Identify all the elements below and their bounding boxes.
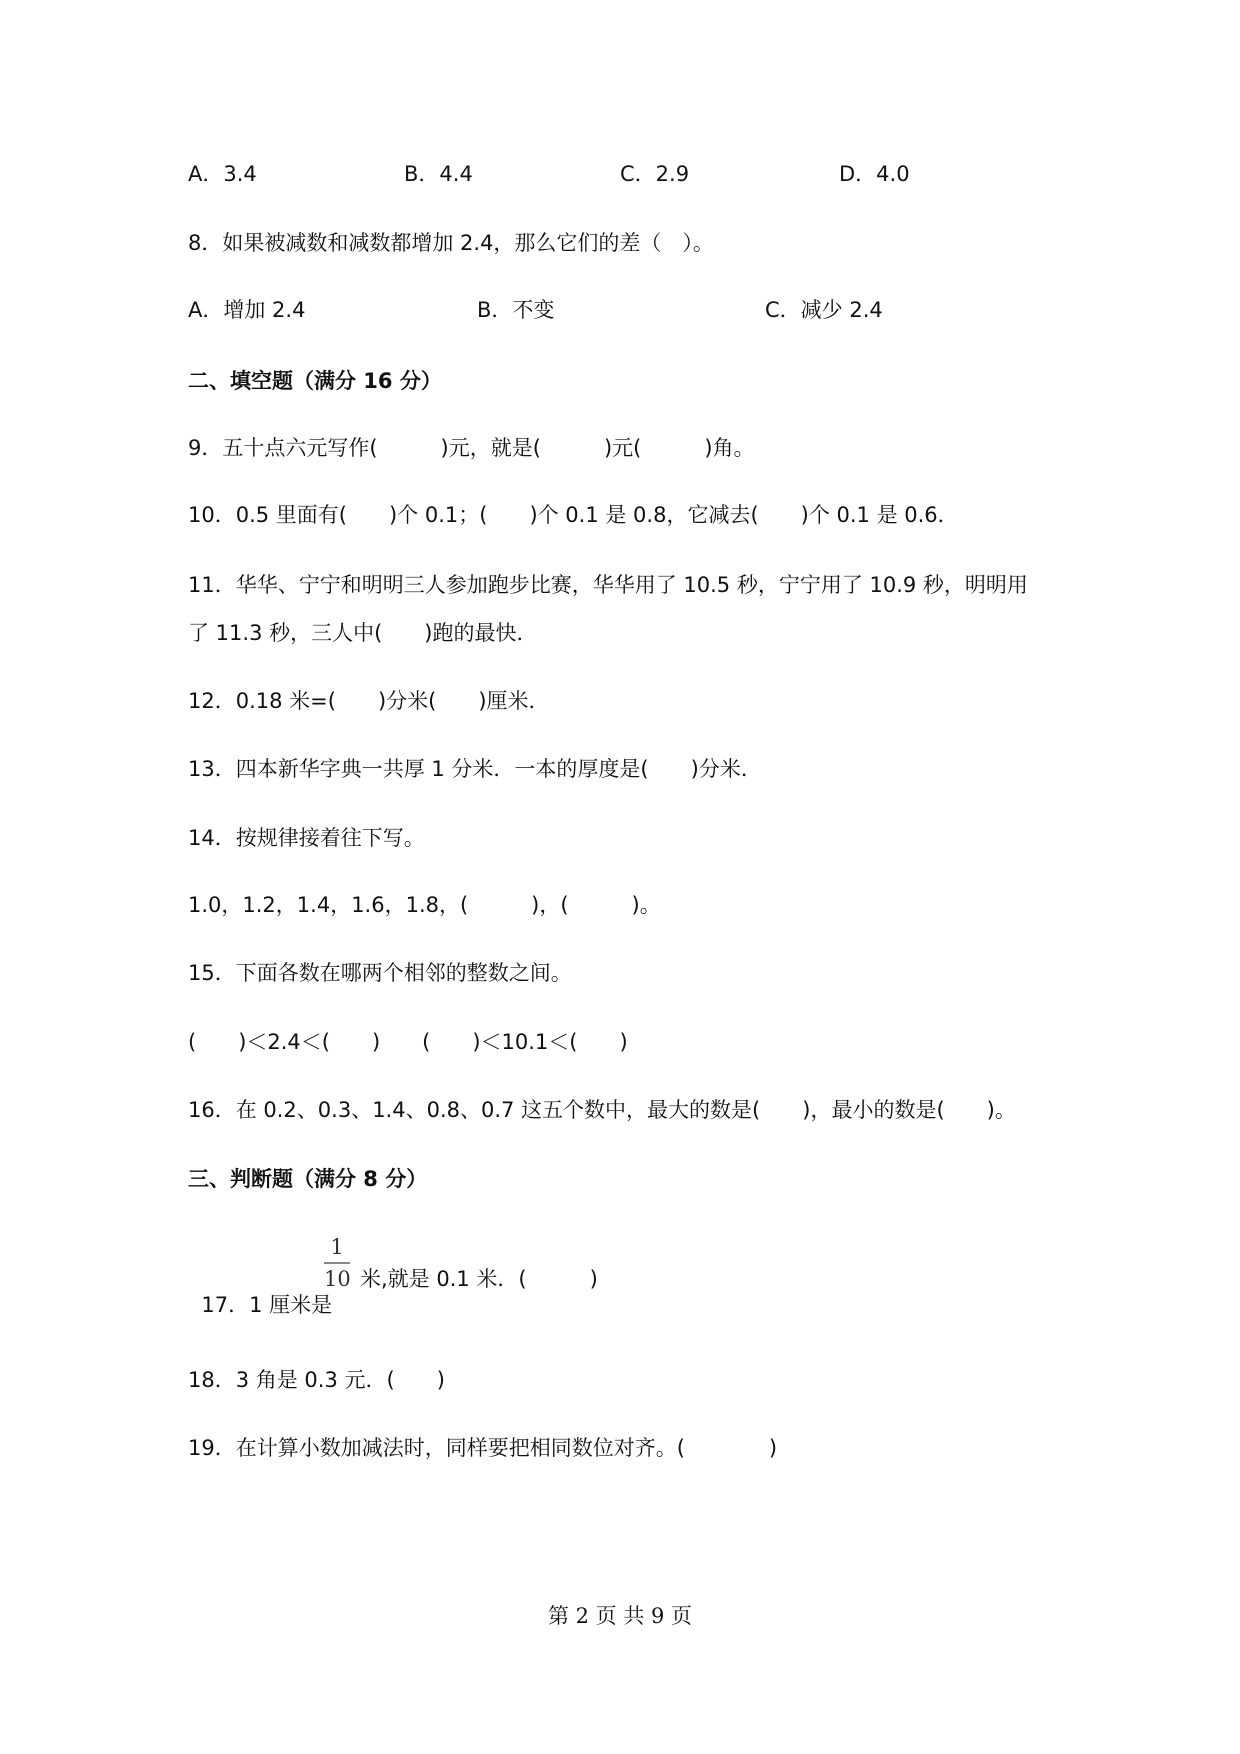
q8-option-c: C．减少 2.4	[765, 298, 883, 322]
question-9: 9．五十点六元写作( )元，就是( )元( )角。	[188, 436, 755, 460]
q7-option-c: C．2.9	[620, 162, 690, 186]
question-15: 15．下面各数在哪两个相邻的整数之间。	[188, 961, 572, 985]
q17-suffix: 米,就是 0.1 米．( )	[360, 1267, 598, 1291]
question-8: 8．如果被减数和减数都增加 2.4，那么它们的差（ ）。	[188, 231, 714, 255]
question-18: 18．3 角是 0.3 元．( )	[188, 1368, 445, 1392]
q7-option-b: B．4.4	[404, 162, 473, 186]
question-11-line-1: 11．华华、宁宁和明明三人参加跑步比赛，华华用了 10.5 秒，宁宁用了 10.9 秒，明明用	[188, 573, 1028, 597]
q7-option-a: A．3.4	[188, 162, 257, 186]
question-11-line-2: 了 11.3 秒，三人中( )跑的最快．	[188, 621, 538, 645]
question-13: 13．四本新华字典一共厚 1 分米．一本的厚度是( )分米．	[188, 757, 762, 781]
q8-option-b: B．不变	[477, 298, 555, 322]
fraction-bar	[324, 1262, 350, 1264]
question-17	[188, 1266, 332, 1318]
question-16: 16．在 0.2、0.3、1.4、0.8、0.7 这五个数中，最大的数是( )，最小的数是( )。	[188, 1098, 1016, 1122]
fraction-denominator: 10	[324, 1267, 351, 1291]
question-10: 10．0.5 里面有( )个 0.1；( )个 0.1 是 0.8，它减去( )个 0.1 是 0.6．	[188, 503, 959, 527]
q8-option-a: A．增加 2.4	[188, 298, 306, 322]
question-14: 14．按规律接着往下写。	[188, 826, 425, 850]
question-14-sequence: 1.0，1.2，1.4，1.6，1.8，( )，( )。	[188, 893, 661, 917]
fraction-one-tenth	[324, 1234, 350, 1292]
q7-option-d: D．4.0	[839, 162, 910, 186]
question-19: 19．在计算小数加减法时，同样要把相同数位对齐。( )	[188, 1436, 778, 1460]
fraction-numerator: 1	[330, 1235, 344, 1259]
question-15-expression: ( )＜2.4＜( ) ( )＜10.1＜( )	[188, 1030, 628, 1054]
question-12: 12．0.18 米=( )分米( )厘米．	[188, 689, 550, 713]
q17-prefix: 17．1 厘米是	[201, 1293, 333, 1317]
section-heading-fill-in: 二、填空题（满分 16 分）	[188, 369, 442, 393]
page-footer: 第 2 页 共 9 页	[547, 1604, 693, 1628]
section-heading-true-false: 三、判断题（满分 8 分）	[188, 1167, 428, 1191]
